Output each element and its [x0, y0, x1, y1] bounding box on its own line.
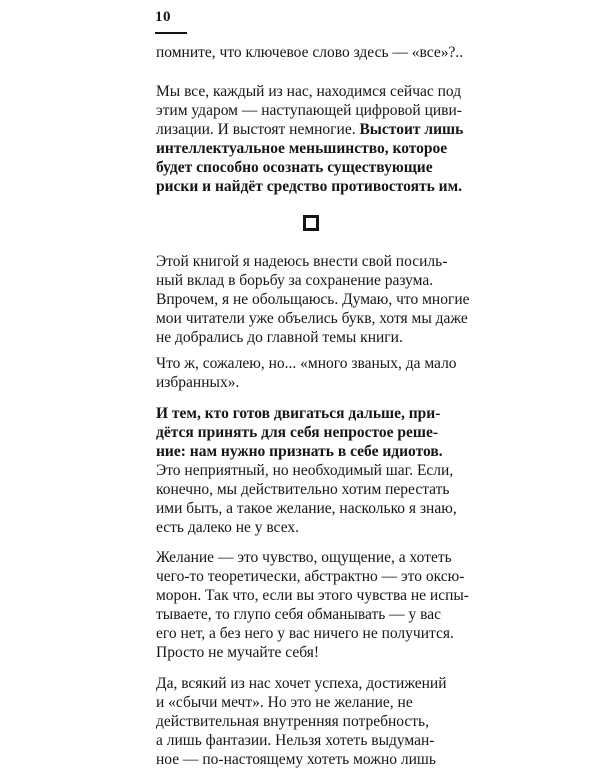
paragraph-6-line-2: чего-то теоретически, абстрактно — это оксю- [156, 568, 465, 585]
paragraph-2-line-3 [156, 120, 463, 139]
page-number: 10 [155, 9, 171, 25]
paragraph-2-line-5: будет способно осознать существующие [156, 159, 433, 176]
header-rule [155, 32, 187, 34]
paragraph-1-line-1: помните, что ключевое слово здесь — «все»?.. [156, 44, 464, 61]
paragraph-3-line-1: Этой книгой я надеюсь внести свой посиль- [156, 253, 448, 270]
paragraph-2-line-3-bold: Выстоит лишь [359, 121, 464, 138]
paragraph-2-line-1: Мы все, каждый из нас, находимся сейчас под [156, 83, 462, 100]
paragraph-2-line-4: интеллектуальное меньшинство, которое [156, 140, 448, 157]
section-divider-icon-inner [309, 221, 313, 225]
paragraph-3-line-2: ный вклад в борьбу за сохранение разума. [156, 272, 434, 289]
paragraph-3-line-4: мои читатели уже объелись букв, хотя мы даже [156, 310, 468, 327]
paragraph-5-line-3: ние: нам нужно признать в себе идиотов. [156, 443, 443, 460]
paragraph-7-line-1: Да, всякий из нас хочет успеха, достижений [156, 675, 447, 692]
paragraph-6-line-4: тываете, то глупо себя обманывать — у вас [156, 606, 442, 623]
paragraph-2-line-6: риски и найдёт средство противостоять им. [156, 178, 463, 195]
paragraph-4-line-2: избранных». [156, 374, 240, 391]
paragraph-2-line-3-normal: лизации. И выстоят немногие. [156, 121, 360, 138]
paragraph-5-line-1: И тем, кто готов двигаться дальше, при- [156, 405, 441, 422]
paragraph-5-line-4: Это неприятный, но необходимый шаг. Если, [156, 462, 454, 479]
paragraph-6-line-6: Просто не мучайте себя! [156, 644, 319, 661]
paragraph-2-line-2: этим ударом — наступающей цифровой циви- [156, 102, 462, 119]
paragraph-5-line-5: конечно, мы действительно хотим перестать [156, 481, 450, 498]
paragraph-6-line-5: его нет, а без него у вас ничего не получится. [156, 625, 454, 642]
paragraph-5-line-2: дётся принять для себя непростое реше- [156, 424, 439, 441]
paragraph-5-line-7: есть далеко не у всех. [156, 519, 300, 536]
paragraph-7-line-5: ное — по-настоящему хотеть можно лишь [156, 751, 436, 768]
paragraph-6-line-3: морон. Так что, если вы этого чувства не испы- [156, 587, 469, 604]
paragraph-7-line-3: действительная внутренняя потребность, [156, 713, 429, 730]
paragraph-4-line-1: Что ж, сожалею, но... «много званых, да мало [156, 355, 457, 372]
paragraph-3-line-3: Впрочем, я не обольщаюсь. Думаю, что многие [156, 291, 470, 308]
paragraph-6-line-1: Желание — это чувство, ощущение, а хотеть [156, 549, 452, 566]
paragraph-7-line-4: а лишь фантазии. Нельзя хотеть выдуман- [156, 732, 435, 749]
section-divider-icon [303, 215, 319, 231]
paragraph-3-line-5: не добрались до главной темы книги. [156, 329, 403, 346]
paragraph-7-line-2: и «сбычи мечт». Но это не желание, не [156, 694, 413, 711]
paragraph-5-line-6: ими быть, а такое желание, насколько я знаю, [156, 500, 457, 517]
